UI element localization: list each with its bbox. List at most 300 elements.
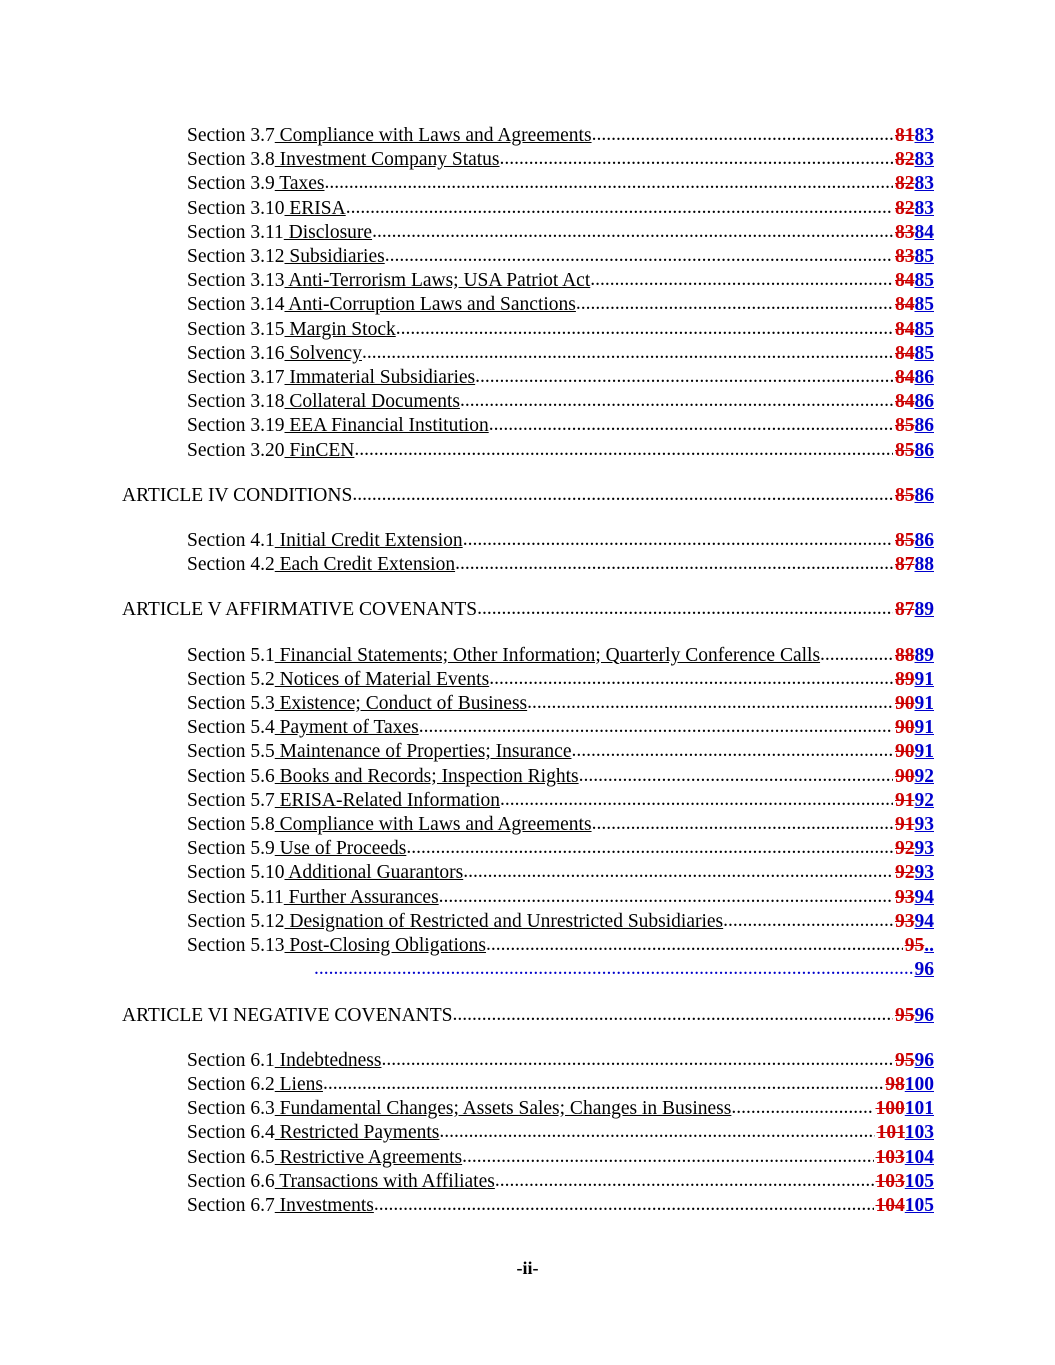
toc-section-row[interactable] xyxy=(122,740,934,764)
page-numbers xyxy=(893,293,934,317)
inserted-page-number: 94 xyxy=(914,886,934,908)
toc-entry-title: Anti-Corruption Laws and Sanctions xyxy=(284,294,576,316)
page-numbers xyxy=(893,740,934,764)
toc-article-row[interactable] xyxy=(122,598,934,622)
toc-entry-label xyxy=(187,269,590,293)
inserted-page-number: 85 xyxy=(914,294,934,316)
toc-section-row[interactable] xyxy=(122,221,934,245)
deleted-page-number: 90 xyxy=(895,765,915,787)
inserted-page-number: 93 xyxy=(914,838,934,860)
dot-leader xyxy=(592,123,893,147)
deleted-page-number: 82 xyxy=(895,197,915,219)
toc-entry-title: EEA Financial Institution xyxy=(284,415,489,437)
toc-entry-number: Section 6.6 xyxy=(187,1170,275,1192)
dot-leader xyxy=(463,860,893,884)
inserted-page-number: 89 xyxy=(914,644,934,666)
dot-leader xyxy=(477,597,893,621)
toc-spacer xyxy=(122,463,934,484)
toc-section-row[interactable] xyxy=(122,124,934,148)
page-numbers xyxy=(893,789,934,813)
toc-entry-label xyxy=(187,1146,462,1170)
deleted-page-number: 87 xyxy=(895,554,915,576)
toc-section-row[interactable] xyxy=(122,172,934,196)
toc-section-row[interactable] xyxy=(122,716,934,740)
toc-section-row[interactable] xyxy=(122,529,934,553)
toc-entry-number: Section 5.13 xyxy=(187,935,285,957)
toc-section-row[interactable] xyxy=(122,148,934,172)
toc-entry-label xyxy=(187,1121,439,1145)
toc-entry-label xyxy=(187,553,455,577)
toc-entry-title: ERISA-Related Information xyxy=(274,789,501,811)
inserted-page-number: 83 xyxy=(914,197,934,219)
page-numbers xyxy=(893,172,934,196)
toc-entry-label xyxy=(187,668,489,692)
toc-entry-title: Restrictive Agreements xyxy=(274,1146,463,1168)
toc-entry-label xyxy=(187,789,500,813)
toc-entry-number: Section 5.6 xyxy=(187,765,275,787)
dot-leader xyxy=(731,1096,873,1120)
toc-section-row[interactable] xyxy=(122,1121,934,1145)
dot-leader xyxy=(527,691,893,715)
toc-entry-title: Use of Proceeds xyxy=(274,838,407,860)
toc-entry-title: Collateral Documents xyxy=(284,391,460,413)
deleted-page-number: 85 xyxy=(895,484,915,506)
dot-leader xyxy=(475,365,893,389)
page-numbers xyxy=(874,1146,935,1170)
deleted-page-number: 95 xyxy=(904,935,925,957)
toc-entry-title: NEGATIVE COVENANTS xyxy=(228,1004,453,1026)
toc-entry-number: Section 5.1 xyxy=(187,644,275,666)
toc-entry-number: Section 3.13 xyxy=(187,270,285,292)
toc-section-row[interactable] xyxy=(122,1194,934,1218)
toc-section-row[interactable] xyxy=(122,553,934,577)
page-numbers xyxy=(893,197,934,221)
page-numbers xyxy=(893,1004,934,1028)
page-numbers xyxy=(893,837,934,861)
toc-entry-number: Section 3.8 xyxy=(187,149,275,171)
toc-spacer xyxy=(122,577,934,598)
toc-spacer xyxy=(122,508,934,529)
toc-section-row[interactable] xyxy=(122,414,934,438)
toc-entry-label xyxy=(187,861,463,885)
inserted-page-number: .. xyxy=(924,935,934,957)
toc-entry-title: Liens xyxy=(274,1073,323,1095)
deleted-page-number: 83 xyxy=(895,221,915,243)
dot-leader xyxy=(571,739,893,763)
dot-leader xyxy=(500,147,893,171)
page-numbers xyxy=(893,716,934,740)
dot-leader xyxy=(374,1193,874,1217)
inserted-page-number: 96 xyxy=(914,959,934,981)
deleted-page-number: 83 xyxy=(895,246,915,268)
toc-section-row[interactable] xyxy=(122,293,934,317)
deleted-page-number: 82 xyxy=(895,173,915,195)
toc-entry-label xyxy=(187,692,527,716)
inserted-page-number: 91 xyxy=(914,693,934,715)
toc-entry-title: Taxes xyxy=(274,173,325,195)
deleted-page-number: 87 xyxy=(895,599,915,621)
toc-spacer xyxy=(122,1028,934,1049)
inserted-page-number: 91 xyxy=(914,668,934,690)
dot-leader xyxy=(323,1072,883,1096)
toc-entry-title: Transactions with Affiliates xyxy=(274,1170,495,1192)
dot-leader xyxy=(362,341,893,365)
deleted-page-number: 84 xyxy=(895,270,915,292)
toc-entry-label xyxy=(122,484,352,508)
toc-entry-label xyxy=(187,366,475,390)
toc-section-row[interactable] xyxy=(122,934,934,958)
page-numbers xyxy=(893,644,934,668)
dot-leader xyxy=(463,528,893,552)
dot-leader xyxy=(354,438,893,462)
toc-entry-label xyxy=(187,124,592,148)
toc-entry-title: Designation of Restricted and Unrestricted Subsidiaries xyxy=(284,910,724,932)
dot-leader xyxy=(439,885,893,909)
toc-section-row[interactable] xyxy=(122,813,934,837)
dot-leader xyxy=(489,413,893,437)
page-numbers xyxy=(893,148,934,172)
deleted-page-number: 88 xyxy=(895,644,915,666)
toc-entry-number: ARTICLE IV xyxy=(122,484,229,506)
toc-section-row[interactable] xyxy=(122,342,934,366)
page-numbers xyxy=(893,598,934,622)
inserted-page-number: 86 xyxy=(914,439,934,461)
table-of-contents xyxy=(122,124,934,1218)
toc-entry-title: CONDITIONS xyxy=(228,484,353,506)
page-numbers xyxy=(893,269,934,293)
deleted-page-number: 103 xyxy=(875,1146,905,1168)
toc-entry-label xyxy=(187,837,406,861)
toc-entry-number: Section 3.12 xyxy=(187,246,285,268)
inserted-page-number: 104 xyxy=(904,1146,934,1168)
deleted-page-number: 89 xyxy=(895,668,915,690)
page-numbers xyxy=(893,245,934,269)
inserted-page-number: 83 xyxy=(914,173,934,195)
page-numbers xyxy=(893,668,934,692)
toc-entry-title: Notices of Material Events xyxy=(274,668,490,690)
inserted-page-number: 86 xyxy=(914,415,934,437)
toc-entry-title: Further Assurances xyxy=(283,886,439,908)
toc-entry-title: Anti-Terrorism Laws; USA Patriot Act xyxy=(284,270,591,292)
toc-section-row[interactable] xyxy=(122,910,934,934)
toc-entry-label xyxy=(187,910,723,934)
toc-section-row[interactable] xyxy=(122,390,934,414)
inserted-page-number: 105 xyxy=(904,1170,934,1192)
toc-entry-title: AFFIRMATIVE COVENANTS xyxy=(221,599,478,621)
page-numbers xyxy=(893,692,934,716)
inserted-page-number: 83 xyxy=(914,125,934,146)
deleted-page-number: 90 xyxy=(895,741,915,763)
toc-entry-title: Compliance with Laws and Agreements xyxy=(274,125,592,146)
dot-leader xyxy=(346,196,893,220)
inserted-page-number: 89 xyxy=(914,599,934,621)
dot-leader xyxy=(495,1169,874,1193)
page-numbers xyxy=(903,934,934,958)
toc-section-row[interactable] xyxy=(122,1073,934,1097)
deleted-page-number: 95 xyxy=(895,1004,915,1026)
page-number-footer: -ii- xyxy=(516,1258,539,1278)
deleted-page-number: 91 xyxy=(895,814,915,836)
inserted-page-number: 86 xyxy=(914,391,934,413)
toc-entry-title: Disclosure xyxy=(283,221,373,243)
toc-entry-title: Immaterial Subsidiaries xyxy=(284,367,476,389)
inserted-page-number: 85 xyxy=(914,270,934,292)
page-numbers xyxy=(893,318,934,342)
toc-article-row[interactable] xyxy=(122,484,934,508)
page-numbers xyxy=(893,484,934,508)
toc-section-row[interactable] xyxy=(122,366,934,390)
toc-entry-number: Section 3.15 xyxy=(187,318,285,340)
toc-entry-number: Section 6.4 xyxy=(187,1122,275,1144)
toc-section-row[interactable] xyxy=(122,269,934,293)
inserted-page-number: 88 xyxy=(914,554,934,576)
toc-entry-number: Section 6.5 xyxy=(187,1146,275,1168)
dot-leader xyxy=(576,292,893,316)
toc-entry-number: Section 3.19 xyxy=(187,415,285,437)
toc-entry-label xyxy=(187,886,439,910)
toc-entry-number: Section 3.11 xyxy=(187,221,284,243)
toc-entry-label xyxy=(122,598,477,622)
toc-entry-number: Section 6.3 xyxy=(187,1098,275,1120)
inserted-page-number: 96 xyxy=(914,1004,934,1026)
dot-leader xyxy=(723,909,893,933)
toc-entry-number: Section 3.16 xyxy=(187,342,285,364)
toc-entry-number: Section 5.4 xyxy=(187,717,275,739)
deleted-page-number: 103 xyxy=(875,1170,905,1192)
toc-entry-label xyxy=(187,934,486,958)
deleted-page-number: 98 xyxy=(885,1073,905,1095)
inserted-page-number: 92 xyxy=(914,789,934,811)
inserted-page-number: 94 xyxy=(914,910,934,932)
deleted-page-number: 84 xyxy=(895,294,915,316)
dot-leader xyxy=(385,244,893,268)
toc-section-row[interactable] xyxy=(122,861,934,885)
page-numbers xyxy=(893,342,934,366)
toc-entry-label xyxy=(187,342,362,366)
inserted-page-number: 92 xyxy=(914,765,934,787)
inserted-page-number: 85 xyxy=(914,318,934,340)
toc-entry-number: Section 6.7 xyxy=(187,1194,275,1216)
deleted-page-number: 84 xyxy=(895,318,915,340)
toc-section-row[interactable] xyxy=(122,692,934,716)
page-numbers xyxy=(893,124,934,148)
toc-entry-title: Indebtedness xyxy=(274,1049,382,1071)
toc-entry-label xyxy=(187,221,372,245)
toc-entry-label xyxy=(187,529,463,553)
toc-spacer xyxy=(122,983,934,1004)
deleted-page-number: 92 xyxy=(895,862,915,884)
toc-entry-number: Section 3.10 xyxy=(187,197,285,219)
deleted-page-number: 93 xyxy=(895,910,915,932)
toc-section-row[interactable] xyxy=(122,1170,934,1194)
dot-leader xyxy=(352,483,893,507)
dot-leader xyxy=(455,552,893,576)
inserted-page-number: 91 xyxy=(914,741,934,763)
dot-leader xyxy=(396,317,893,341)
toc-entry-title: Books and Records; Inspection Rights xyxy=(274,765,579,787)
toc-entry-number: Section 5.3 xyxy=(187,693,275,715)
toc-continuation-row xyxy=(122,958,934,982)
deleted-page-number: 91 xyxy=(895,789,915,811)
toc-entry-label xyxy=(122,1004,453,1028)
inserted-page-number: 96 xyxy=(914,1049,934,1071)
dot-leader xyxy=(462,1145,873,1169)
toc-section-row[interactable] xyxy=(122,245,934,269)
page-numbers xyxy=(874,1170,935,1194)
toc-section-row[interactable] xyxy=(122,644,934,668)
inserted-page-number: 103 xyxy=(904,1122,934,1144)
dot-leader xyxy=(419,715,893,739)
inserted-page-number: 86 xyxy=(914,530,934,552)
dot-leader xyxy=(460,389,893,413)
dot-leader xyxy=(453,1003,894,1027)
toc-entry-number: ARTICLE V xyxy=(122,599,222,621)
deleted-page-number: 90 xyxy=(895,693,915,715)
toc-section-row[interactable] xyxy=(122,1049,934,1073)
inserted-page-number: 105 xyxy=(904,1194,934,1216)
page-numbers xyxy=(893,390,934,414)
deleted-page-number: 85 xyxy=(895,530,915,552)
toc-entry-label xyxy=(187,293,576,317)
toc-entry-title: FinCEN xyxy=(284,439,355,461)
deleted-page-number: 104 xyxy=(875,1194,905,1216)
toc-section-row[interactable] xyxy=(122,789,934,813)
dot-leader xyxy=(820,643,893,667)
dot-leader xyxy=(381,1048,893,1072)
deleted-page-number: 92 xyxy=(895,838,915,860)
toc-entry-number: Section 5.9 xyxy=(187,838,275,860)
page-numbers xyxy=(893,861,934,885)
toc-entry-number: Section 5.10 xyxy=(187,862,285,884)
toc-entry-title: Fundamental Changes; Assets Sales; Changes in Business xyxy=(274,1098,732,1120)
toc-section-row[interactable] xyxy=(122,837,934,861)
deleted-page-number: 93 xyxy=(895,886,915,908)
toc-entry-title: Financial Statements; Other Information; Quarterly Conference Calls xyxy=(274,644,821,666)
inserted-page-number: 86 xyxy=(914,484,934,506)
toc-entry-title: Solvency xyxy=(284,342,362,364)
deleted-page-number: 85 xyxy=(895,415,915,437)
page-numbers xyxy=(893,1049,934,1073)
page-numbers xyxy=(893,910,934,934)
deleted-page-number: 101 xyxy=(876,1122,905,1144)
toc-entry-label xyxy=(187,172,324,196)
page-numbers xyxy=(893,886,934,910)
toc-article-row[interactable] xyxy=(122,1004,934,1028)
toc-entry-number: Section 6.2 xyxy=(187,1073,275,1095)
page-numbers xyxy=(874,1194,935,1218)
deleted-page-number: 82 xyxy=(895,149,915,171)
toc-entry-label xyxy=(187,1170,495,1194)
toc-section-row[interactable] xyxy=(122,439,934,463)
page-numbers xyxy=(874,1097,935,1121)
toc-entry-number: ARTICLE VI xyxy=(122,1004,229,1026)
inserted-page-number: 101 xyxy=(904,1098,934,1120)
toc-entry-title: Compliance with Laws and Agreements xyxy=(274,814,592,836)
inserted-page-number: 100 xyxy=(904,1073,934,1095)
deleted-page-number: 95 xyxy=(895,1049,915,1071)
toc-entry-label xyxy=(187,765,579,789)
toc-entry-number: Section 4.1 xyxy=(187,530,275,552)
toc-entry-title: Investment Company Status xyxy=(274,149,500,171)
toc-entry-label xyxy=(187,1097,731,1121)
deleted-page-number: 84 xyxy=(895,342,915,364)
toc-entry-title: Initial Credit Extension xyxy=(274,530,463,552)
inserted-page-number: 93 xyxy=(914,814,934,836)
toc-entry-label xyxy=(187,318,396,342)
toc-entry-label xyxy=(187,740,571,764)
toc-entry-number: Section 5.5 xyxy=(187,741,275,763)
page-numbers xyxy=(893,529,934,553)
toc-entry-title: Investments xyxy=(274,1194,374,1216)
toc-section-row[interactable] xyxy=(122,318,934,342)
toc-section-row[interactable] xyxy=(122,765,934,789)
toc-section-row[interactable] xyxy=(122,197,934,221)
toc-entry-label xyxy=(187,197,346,221)
page-numbers xyxy=(893,366,934,390)
inserted-page-number: 83 xyxy=(914,149,934,171)
toc-section-row[interactable] xyxy=(122,668,934,692)
inserted-page-number: 93 xyxy=(914,862,934,884)
dot-leader xyxy=(314,957,913,981)
toc-entry-label xyxy=(187,148,500,172)
deleted-page-number: 85 xyxy=(895,439,915,461)
toc-entry-label xyxy=(187,1049,381,1073)
toc-section-row[interactable] xyxy=(122,1146,934,1170)
toc-entry-label xyxy=(187,414,489,438)
dot-leader xyxy=(372,220,893,244)
toc-entry-title: Existence; Conduct of Business xyxy=(274,693,528,715)
toc-entry-number: Section 6.1 xyxy=(187,1049,275,1071)
toc-entry-number: Section 3.20 xyxy=(187,439,285,461)
toc-entry-title: Post-Closing Obligations xyxy=(284,935,487,957)
page-numbers xyxy=(893,414,934,438)
toc-entry-number: Section 3.7 xyxy=(187,125,275,146)
toc-section-row[interactable] xyxy=(122,1097,934,1121)
dot-leader xyxy=(500,788,893,812)
dot-leader xyxy=(486,933,903,957)
deleted-page-number: 100 xyxy=(875,1098,905,1120)
toc-entry-title: Margin Stock xyxy=(284,318,396,340)
toc-section-row[interactable] xyxy=(122,886,934,910)
toc-entry-label xyxy=(187,390,460,414)
toc-entry-title: Payment of Taxes xyxy=(274,717,419,739)
page-numbers xyxy=(893,553,934,577)
page-numbers xyxy=(893,221,934,245)
deleted-page-number: 84 xyxy=(895,367,915,389)
toc-entry-number: Section 5.7 xyxy=(187,789,275,811)
toc-entry-label xyxy=(187,644,820,668)
toc-entry-label xyxy=(187,245,385,269)
toc-entry-title: ERISA xyxy=(284,197,346,219)
toc-entry-label xyxy=(187,813,592,837)
dot-leader xyxy=(406,836,893,860)
deleted-page-number: 90 xyxy=(895,717,915,739)
inserted-page-number: 86 xyxy=(914,367,934,389)
toc-entry-number: Section 3.14 xyxy=(187,294,285,316)
toc-entry-number: Section 3.9 xyxy=(187,173,275,195)
toc-entry-label xyxy=(187,1073,323,1097)
dot-leader xyxy=(489,667,893,691)
page-numbers xyxy=(893,439,934,463)
inserted-page-number: 91 xyxy=(914,717,934,739)
toc-entry-title: Restricted Payments xyxy=(274,1122,440,1144)
deleted-page-number: 84 xyxy=(895,391,915,413)
toc-spacer xyxy=(122,623,934,644)
dot-leader xyxy=(439,1120,874,1144)
page-numbers xyxy=(893,813,934,837)
toc-entry-label xyxy=(187,1194,374,1218)
toc-entry-title: Subsidiaries xyxy=(284,246,385,268)
